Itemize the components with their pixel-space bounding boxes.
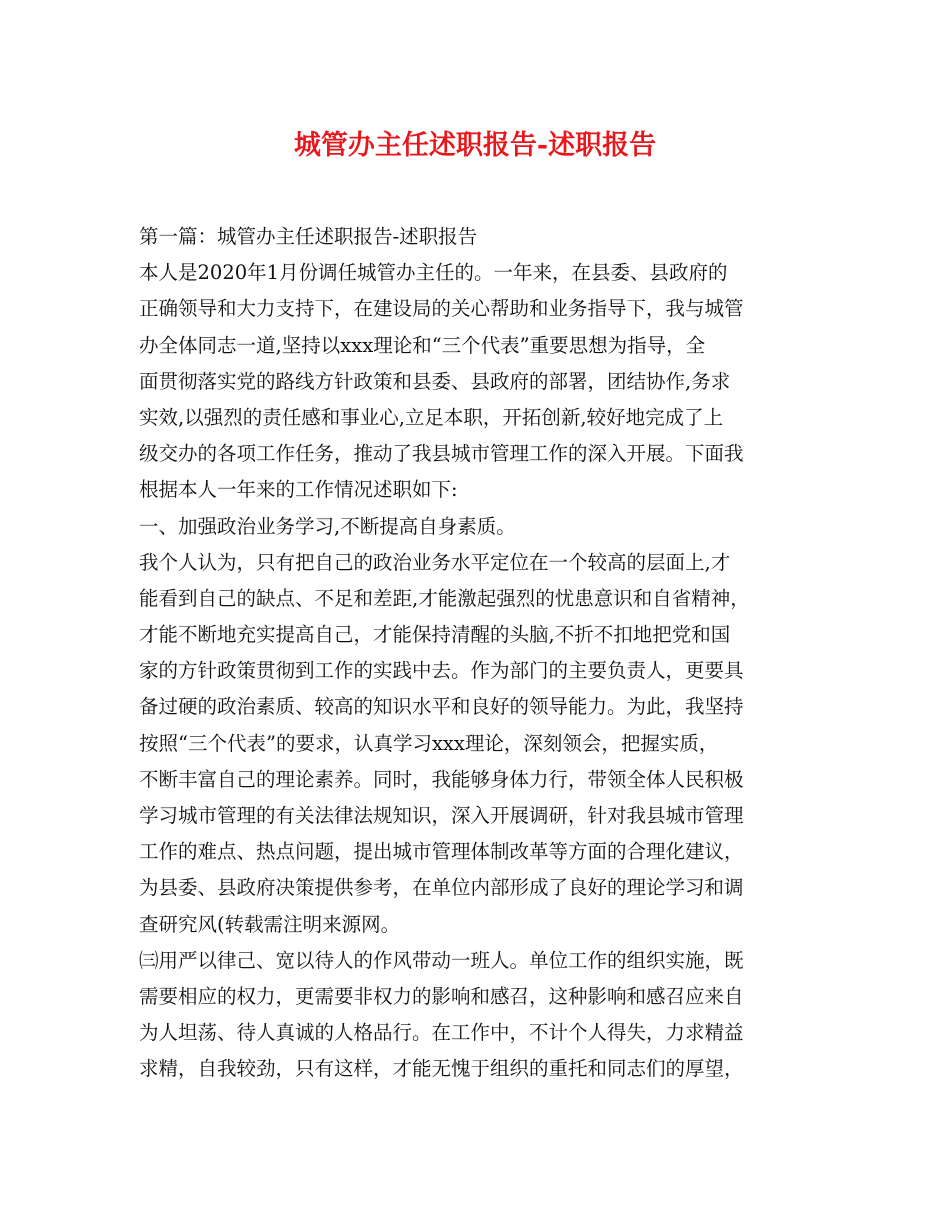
body-line: 工作的难点、热点问题，提出城市管理体制改革等方面的合理化建议， bbox=[139, 840, 744, 864]
body-line: 备过硬的政治素质、较高的知识水平和良好的领导能力。为此，我坚持 bbox=[139, 695, 744, 719]
body-line: ㈢用严以律己、宽以待人的作风带动一班人。单位工作的组织实施，既 bbox=[139, 948, 744, 972]
document-title: 城管办主任述职报告-述职报告 bbox=[293, 130, 657, 161]
body-line: 按照“三个代表”的要求，认真学习xxx理论，深刻领会，把握实质， bbox=[139, 731, 719, 755]
body-line: 才能不断地充实提高自己，才能保持清醒的头脑,不折不扣地把党和国 bbox=[139, 623, 731, 647]
body-line: 根据本人一年来的工作情况述职如下: bbox=[139, 478, 458, 502]
body-line: 本人是2020年1月份调任城管办主任的。一年来，在县委、县政府的 bbox=[139, 261, 728, 285]
body-line: 正确领导和大力支持下，在建设局的关心帮助和业务指导下，我与城管 bbox=[139, 297, 744, 321]
body-line: 为县委、县政府决策提供参考，在单位内部形成了良好的理论学习和调 bbox=[139, 876, 744, 900]
body-line: 求精，自我较劲，只有这样，才能无愧于组织的重托和同志们的厚望， bbox=[139, 1057, 744, 1081]
document-body bbox=[139, 219, 819, 1088]
body-line: 办全体同志一道,坚持以xxx理论和“三个代表”重要思想为指导，全 bbox=[139, 333, 706, 357]
body-line: 能看到自己的缺点、不足和差距,才能激起强烈的忧患意识和自省精神， bbox=[139, 586, 750, 610]
body-line: 家的方针政策贯彻到工作的实践中去。作为部门的主要负责人，更要具 bbox=[139, 659, 744, 683]
body-line: 学习城市管理的有关法律法规知识，深入开展调研，针对我县城市管理 bbox=[139, 804, 744, 827]
section-heading: 一、加强政治业务学习,不断提高自身素质。 bbox=[139, 514, 516, 538]
body-line: 需要相应的权力，更需要非权力的影响和感召，这种影响和感召应来自 bbox=[139, 984, 744, 1008]
body-line: 实效,以强烈的责任感和事业心,立足本职，开拓创新,较好地完成了上 bbox=[139, 405, 724, 429]
body-line: 第一篇：城管办主任述职报告-述职报告 bbox=[139, 225, 478, 248]
body-line: 面贯彻落实党的路线方针政策和县委、县政府的部署，团结协作,务求 bbox=[139, 369, 731, 393]
body-line: 为人坦荡、待人真诚的人格品行。在工作中，不计个人得失，力求精益 bbox=[139, 1021, 744, 1045]
body-line: 查研究风(转载需注明来源网。 bbox=[139, 912, 401, 936]
body-line: 不断丰富自己的理论素养。同时，我能够身体力行，带领全体人民积极 bbox=[139, 767, 744, 791]
body-line: 我个人认为，只有把自己的政治业务水平定位在一个较高的层面上,才 bbox=[139, 550, 731, 574]
body-line: 级交办的各项工作任务，推动了我县城市管理工作的深入开展。下面我 bbox=[139, 442, 744, 466]
